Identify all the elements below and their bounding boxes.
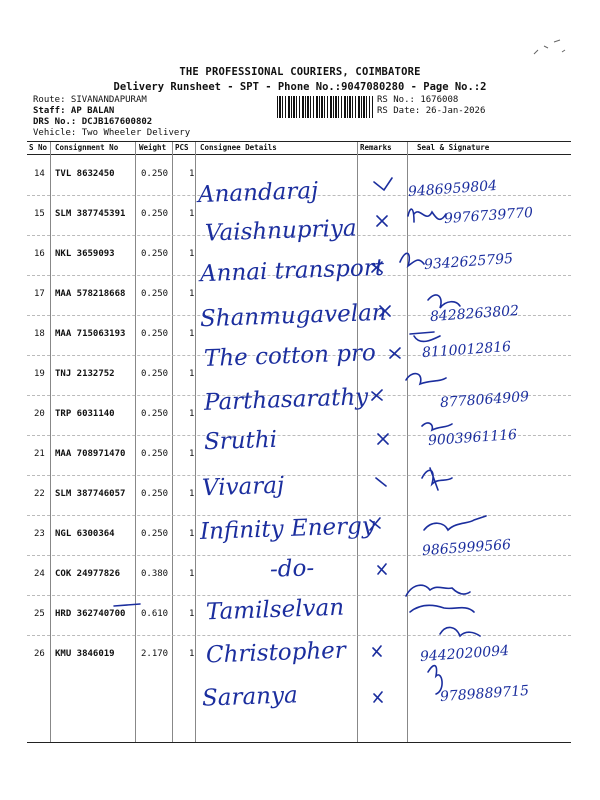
row-weight: 0.250 — [141, 329, 169, 339]
handwritten-phone: 9976739770 — [443, 204, 534, 228]
row-consignment: NKL 3659093 — [55, 249, 115, 259]
row-pcs: 1 — [189, 649, 195, 659]
col-consignee: Consignee Details — [200, 143, 277, 152]
rs-date: RS Date: 26-Jan-2026 — [377, 106, 486, 116]
row-sno: 23 — [34, 529, 45, 539]
handwritten-phone: 9486959804 — [407, 177, 498, 201]
row-consignment: HRD 362740700 — [55, 609, 126, 619]
row-pcs: 1 — [189, 289, 195, 299]
row-weight: 0.250 — [141, 449, 169, 459]
row-consignment: KMU 3846019 — [55, 649, 115, 659]
handwritten-phone: 8110012816 — [421, 338, 512, 362]
row-pcs: 1 — [189, 409, 195, 419]
row-sno: 25 — [34, 609, 45, 619]
row-consignment: COK 24977826 — [55, 569, 121, 579]
route-label: Route: SIVANANDAPURAM — [33, 95, 147, 105]
row-pcs: 1 — [189, 169, 195, 179]
handwritten-name: Infinity Energy — [199, 512, 376, 546]
row-weight: 0.250 — [141, 249, 169, 259]
handwritten-name: Parthasarathy — [203, 384, 369, 416]
row-consignment: TRP 6031140 — [55, 409, 115, 419]
handwritten-phone: 9865999566 — [421, 536, 512, 560]
row-weight: 0.250 — [141, 289, 169, 299]
col-seal: Seal & Signature — [417, 143, 490, 152]
row-weight: 0.250 — [141, 529, 169, 539]
row-pcs: 1 — [189, 249, 195, 259]
row-pcs: 1 — [189, 609, 195, 619]
handwritten-name: Anandaraj — [197, 177, 319, 209]
handwritten-name: -do- — [269, 555, 315, 583]
row-sno: 24 — [34, 569, 45, 579]
handwritten-name: Sruthi — [203, 426, 278, 456]
row-weight: 0.380 — [141, 569, 169, 579]
row-consignment: NGL 6300364 — [55, 529, 115, 539]
col-remarks: Remarks — [360, 143, 392, 152]
row-sno: 19 — [34, 369, 45, 379]
row-weight: 0.250 — [141, 409, 169, 419]
row-sno: 15 — [34, 209, 45, 219]
row-pcs: 1 — [189, 569, 195, 579]
row-weight: 0.250 — [141, 169, 169, 179]
handwritten-phone: 9003961116 — [427, 426, 518, 450]
row-sno: 18 — [34, 329, 45, 339]
row-pcs: 1 — [189, 329, 195, 339]
handwritten-phone: 9442020094 — [419, 642, 510, 666]
row-pcs: 1 — [189, 369, 195, 379]
row-consignment: SLM 387746057 — [55, 489, 126, 499]
handwritten-name: Christopher — [205, 637, 347, 669]
handwritten-phone: 8778064909 — [439, 388, 530, 412]
row-consignment: TVL 8632450 — [55, 169, 115, 179]
row-weight: 2.170 — [141, 649, 169, 659]
vehicle-label: Vehicle: Two Wheeler Delivery — [33, 128, 191, 138]
row-consignment: MAA 578218668 — [55, 289, 126, 299]
company-title: THE PROFESSIONAL COURIERS, COIMBATORE — [179, 66, 421, 78]
row-sno: 14 — [34, 169, 45, 179]
row-consignment: TNJ 2132752 — [55, 369, 115, 379]
drs-label: DRS No.: DCJB167600802 — [33, 117, 153, 127]
col-weight: Weight — [139, 143, 167, 152]
row-consignment: MAA 708971470 — [55, 449, 126, 459]
runsheet-title: Delivery Runsheet - SPT - Phone No.:9047080280 - Page No.:2 — [113, 81, 487, 93]
staff-label: Staff: AP BALAN — [33, 106, 115, 116]
row-sno: 16 — [34, 249, 45, 259]
row-weight: 0.250 — [141, 489, 169, 499]
row-sno: 22 — [34, 489, 45, 499]
col-sno: S No — [29, 143, 48, 152]
row-sno: 20 — [34, 409, 45, 419]
handwritten-phone: 9789889715 — [439, 682, 530, 706]
row-pcs: 1 — [189, 449, 195, 459]
handwritten-name: Vaishnupriya — [204, 215, 358, 247]
row-sno: 17 — [34, 289, 45, 299]
col-consignment: Consignment No — [55, 143, 119, 152]
handwritten-phone: 8428263802 — [429, 302, 520, 326]
row-sno: 21 — [34, 449, 45, 459]
handwritten-name: Vivaraj — [201, 472, 285, 502]
row-weight: 0.610 — [141, 609, 169, 619]
rs-number: RS No.: 1676008 — [377, 95, 459, 105]
handwritten-phone: 9342625795 — [423, 250, 514, 274]
handwritten-name: Tamilselvan — [205, 594, 345, 626]
row-weight: 0.250 — [141, 209, 169, 219]
row-sno: 26 — [34, 649, 45, 659]
row-consignment: SLM 387745391 — [55, 209, 126, 219]
row-pcs: 1 — [189, 489, 195, 499]
row-pcs: 1 — [189, 209, 195, 219]
handwritten-name: Saranya — [201, 682, 299, 712]
row-weight: 0.250 — [141, 369, 169, 379]
handwritten-name: Annai transport — [199, 254, 385, 288]
col-pcs: PCS — [175, 143, 189, 152]
handwritten-name: Shanmugavelan — [199, 299, 388, 333]
handwritten-name: The cotton pro — [203, 340, 377, 372]
row-pcs: 1 — [189, 529, 195, 539]
row-consignment: MAA 715063193 — [55, 329, 126, 339]
